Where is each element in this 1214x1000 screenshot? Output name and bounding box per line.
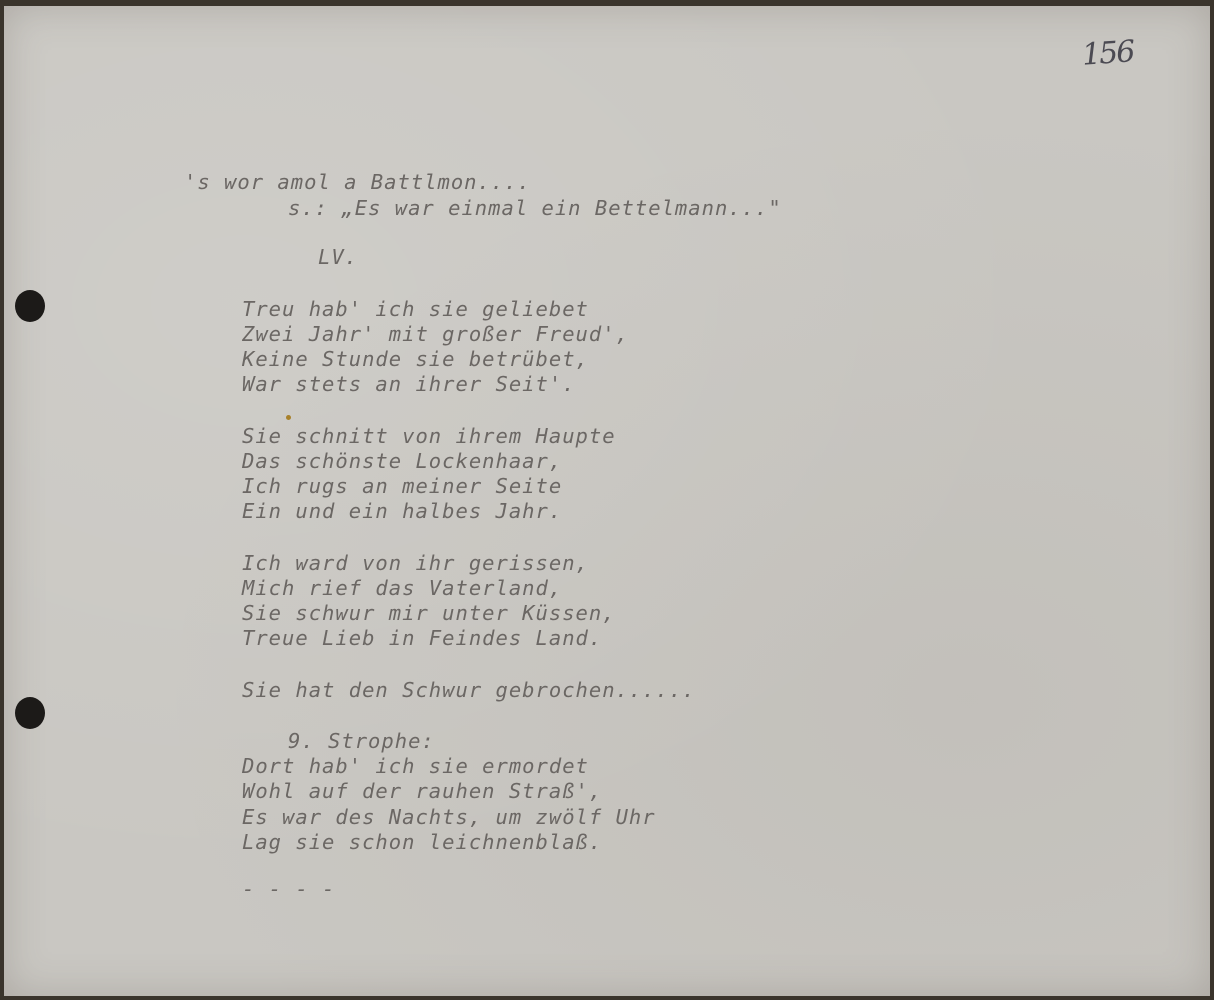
verse-line: Sie schnitt von ihrem Haupte (242, 424, 616, 448)
verse-line: Das schönste Lockenhaar, (242, 449, 563, 473)
verse-line: Ich ward von ihr gerissen, (242, 551, 589, 575)
verse-line: War stets an ihrer Seit'. (242, 372, 576, 396)
broken-oath-line: Sie hat den Schwur gebrochen...... (242, 678, 696, 702)
verse-line: Keine Stunde sie betrübet, (242, 347, 589, 371)
song-number: LV. (318, 245, 359, 269)
verse-line: Wohl auf der rauhen Straß', (242, 779, 603, 803)
verse-line: Ich rugs an meiner Seite (242, 474, 563, 498)
document-page (4, 6, 1210, 996)
song-heading: 's wor amol a Battlmon.... (184, 170, 531, 194)
punch-hole-top (15, 290, 45, 322)
verse-line: Es war des Nachts, um zwölf Uhr (242, 805, 656, 829)
end-mark: - - - - (242, 877, 336, 901)
punch-hole-bottom (15, 697, 45, 729)
verse-line: Treu hab' ich sie geliebet (242, 297, 589, 321)
page-number: 156 (1080, 34, 1135, 73)
verse-line: Dort hab' ich sie ermordet (242, 754, 589, 778)
verse-line: Zwei Jahr' mit großer Freud', (242, 322, 629, 346)
verse-line: Lag sie schon leichnenblaß. (242, 830, 603, 854)
verse-line: Mich rief das Vaterland, (242, 576, 563, 600)
strophe-label: 9. Strophe: (288, 729, 435, 753)
verse-line: Sie schwur mir unter Küssen, (242, 601, 616, 625)
ink-spot (286, 415, 291, 420)
verse-line: Treue Lieb in Feindes Land. (242, 626, 603, 650)
verse-line: Ein und ein halbes Jahr. (242, 499, 563, 523)
song-reference: s.: „Es war einmal ein Bettelmann..." (288, 196, 782, 220)
